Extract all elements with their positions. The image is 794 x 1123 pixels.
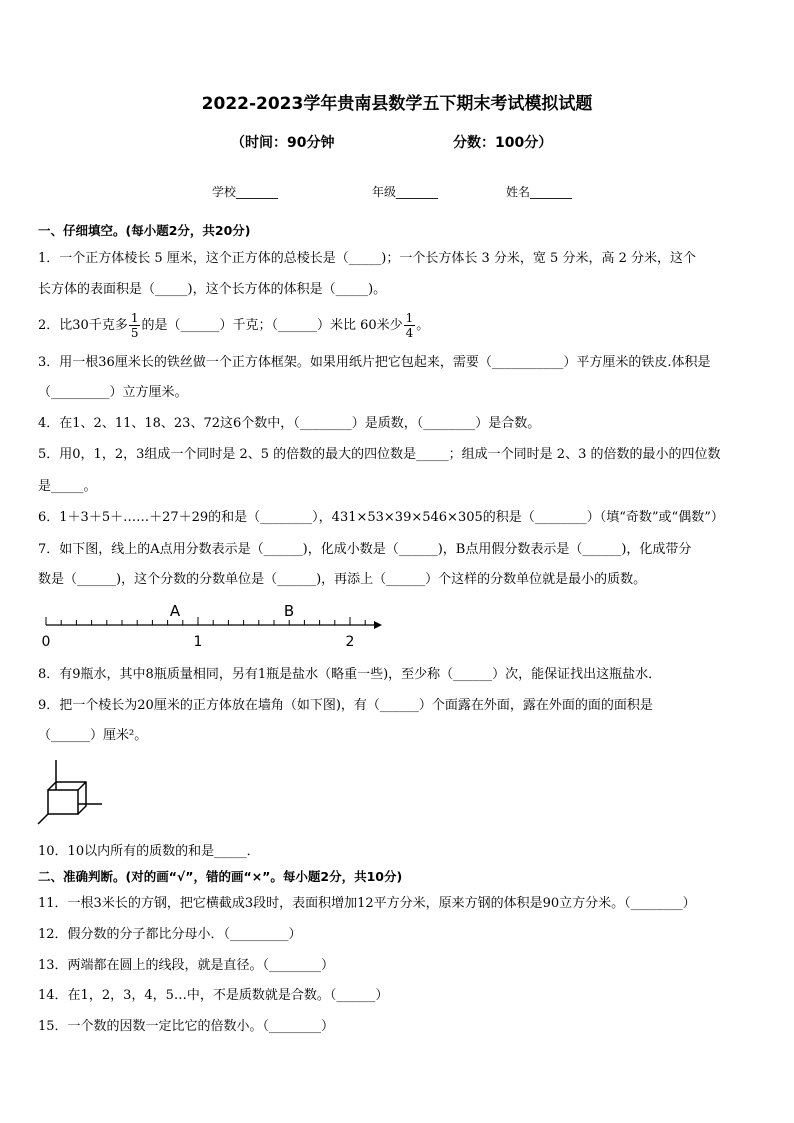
number-line-figure [36, 598, 386, 650]
section-1-heading: 一、仔细填空。(每小题2分，共20分) [38, 223, 251, 238]
question-3-line-2: （_________）立方厘米。 [38, 385, 188, 400]
cube-in-corner-figure [36, 758, 106, 828]
question-11: 11．一根3米长的方钢，把它横截成3段时，表面积增加12平方分米，原来方钢的体积是90立方分米。（________） [38, 896, 696, 911]
tick-label-0: 0 [41, 634, 51, 650]
fraction-numerator: 1 [405, 311, 414, 325]
tick-label-2: 2 [345, 634, 355, 650]
question-2 [38, 311, 429, 341]
question-7-line-2: 数是（______)，这个分数的分数单位是（______)，再添上（______）个这样的分数单位就是最小的质数。 [38, 572, 647, 587]
exam-score: 分数：100分） [453, 135, 553, 151]
question-9-line-1: 9．把一个棱长为20厘米的正方体放在墙角（如下图)，有（______）个面露在外面，露在外面的面的面积是 [38, 698, 653, 713]
question-5-line-1: 5．用0，1，2，3组成一个同时是 2、5 的倍数的最大的四位数是_____；组成一个同时是 2、3 的倍数的最小的四位数 [38, 447, 721, 462]
question-3-line-1: 3．用一根36厘米长的铁丝做一个正方体框架。如果用纸片把它包起来，需要（___________）平方厘米的铁皮.体积是 [38, 355, 711, 370]
name-field: 姓名_______ [506, 185, 573, 199]
exam-time: （时间：90分钟 [231, 135, 335, 151]
question-1-line-2: 长方体的表面积是（_____)，这个长方体的体积是（_____)。 [38, 282, 387, 297]
question-13: 13．两端都在圆上的线段，就是直径。（________） [38, 958, 335, 973]
point-a-label: A [169, 602, 181, 620]
number-line-ticks [46, 617, 365, 625]
question-7-line-1: 7．如下图，线上的A点用分数表示是（______)，化成小数是（______)，B点用假分数表示是（______)，化成带分 [38, 542, 692, 557]
question-2-text-a: 2．比30千克多 [38, 318, 128, 333]
question-8: 8．有9瓶水，其中8瓶质量相同，另有1瓶是盐水（略重一些)，至少称（______）次，能保证找出这瓶盐水． [38, 667, 662, 682]
question-6: 6．1＋3＋5＋……＋27＋29的和是（________），431×53×39×546×305的积是（________）（填“奇数”或“偶数”） [38, 510, 724, 525]
fraction-denominator: 4 [405, 326, 414, 340]
fraction-denominator: 5 [130, 326, 139, 340]
wall-edge-diagonal [38, 814, 48, 824]
question-1-line-1: 1．一个正方体棱长 5 厘米，这个正方体的总棱长是（_____)；一个长方体长 3 分米，宽 5 分米，高 2 分米，这个 [38, 251, 696, 266]
tick-label-1: 1 [193, 634, 203, 650]
fraction-one-fifth [129, 311, 141, 340]
school-field: 学校_______ [212, 185, 279, 199]
section-2-heading: 二、准确判断。(对的画“√”，错的画“×”。每小题2分，共10分) [38, 869, 403, 884]
page-title: 2022-2023学年贵南县数学五下期末考试模拟试题 [201, 94, 593, 114]
question-14: 14．在1，2，3，4，5…中，不是质数就是合数。（______） [38, 988, 389, 1003]
question-9-line-2: （______）厘米²。 [38, 728, 148, 743]
question-2-text-c: 。 [416, 318, 430, 333]
number-line-arrow-icon [374, 621, 382, 629]
fraction-numerator: 1 [130, 311, 139, 325]
question-5-line-2: 是_____。 [38, 479, 97, 494]
point-b-label: B [283, 602, 295, 620]
question-10: 10．10以内所有的质数的和是_____． [38, 844, 260, 859]
question-4: 4．在1、2、11、18、23、72这6个数中，（________）是质数，（________）是合数。 [38, 416, 541, 431]
question-15: 15．一个数的因数一定比它的倍数小。（________） [38, 1019, 335, 1034]
question-2-text-b: 的是（______）千克；（______）米比 60米少 [141, 318, 403, 333]
grade-field: 年级_______ [372, 185, 439, 199]
question-12: 12．假分数的分子都比分母小．（_________） [38, 927, 302, 942]
fraction-one-quarter [404, 311, 416, 340]
cube [48, 782, 86, 814]
